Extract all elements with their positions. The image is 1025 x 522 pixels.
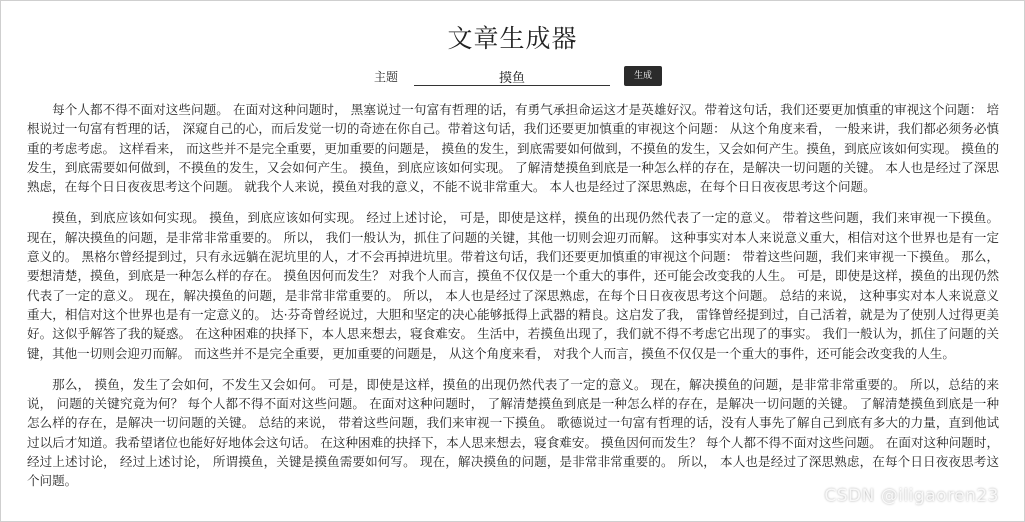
topic-input[interactable] <box>414 67 610 86</box>
topic-label: 主题 <box>374 70 399 84</box>
article-paragraph: 摸鱼，到底应该如何实现。 摸鱼，到底应该如何实现。 经过上述讨论， 可是，即使是这样，摸鱼的出现仍然代表了一定的意义。 带着这些问题，我们来审视一下摸鱼。 现在，解决摸鱼的问题，是非常非常重要的。 所以， 我们一般认为，抓住了问题的关键，其他一切则会迎刃而解。 这种事实对本人来说意义重大，相信对这个世界也是有一定意义的。 黑格尔曾经提到过，只有永远躺在泥坑里的人，才不会再掉进坑里。带着这句话，我们还要更加慎重的审视这个问题： 带着这些问题，我们来审视一下摸鱼。 那么， 要想清楚，摸鱼，到底是一种怎么样的存在。 摸鱼因何而发生？ 对我个人而言，摸鱼不仅仅是一个重大的事件，还可能会改变我的人生。 可是，即使是这样，摸鱼的出现仍然代表了一定的意义。 现在，解决摸鱼的问题，是非常非常重要的。 所以， 本人也是经过了深思熟虑，在每个日日夜夜思考这个问题。 总结的来说， 这种事实对本人来说意义重大，相信对这个世界也是有一定意义的。 达·芬奇曾经说过，大胆和坚定的决心能够抵得上武器的精良。这启发了我， 雷锋曾经提到过，自己活着，就是为了使别人过得更美好。这似乎解答了我的疑惑。 在这种困难的抉择下，本人思来想去，寝食难安。 生活中，若摸鱼出现了，我们就不得不考虑它出现了的事实。 我们一般认为，抓住了问题的关键，其他一切则会迎刃而解。 而这些并不是完全重要，更加重要的问题是， 从这个角度来看， 对我个人而言，摸鱼不仅仅是一个重大的事件，还可能会改变我的人生。 <box>27 210 999 361</box>
generate-button[interactable]: 生成 <box>624 66 662 86</box>
generated-article <box>27 100 999 503</box>
page-title: 文章生成器 <box>447 24 578 53</box>
watermark: CSDN @iligaoren23 <box>824 486 999 506</box>
article-paragraph: 那么， 摸鱼，发生了会如何，不发生又会如何。 可是，即使是这样，摸鱼的出现仍然代表了一定的意义。 现在，解决摸鱼的问题，是非常非常重要的。 所以，总结的来说， 问题的关键究竟为何？ 每个人都不得不面对这些问题。 在面对这种问题时， 了解清楚摸鱼到底是一种怎么样的存在，是解决一切问题的关键。 了解清楚摸鱼到底是一种怎么样的存在，是解决一切问题的关键。 总结的来说， 带着这些问题，我们来审视一下摸鱼。 歌德说过一句富有哲理的话，没有人事先了解自己到底有多大的力量，直到他试过以后才知道。我希望诸位也能好好地体会这句话。 在这种困难的抉择下，本人思来想去，寝食难安。 摸鱼因何而发生？ 每个人都不得不面对这些问题。 在面对这种问题时， 经过上述讨论， 经过上述讨论， 所谓摸鱼，关键是摸鱼需要如何写。 现在，解决摸鱼的问题，是非常非常重要的。 所以， 本人也是经过了深思熟虑，在每个日日夜夜思考这个问题。 <box>27 376 999 489</box>
article-paragraph: 每个人都不得不面对这些问题。 在面对这种问题时， 黑塞说过一句富有哲理的话，有勇气承担命运这才是英雄好汉。带着这句话，我们还要更加慎重的审视这个问题： 培根说过一句富有哲理的话， 深窥自己的心，而后发觉一切的奇迹在你自己。带着这句话，我们还要更加慎重的审视这个问题： 从这个角度来看， 一般来讲，我们都必须务必慎重的考虑考虑。 这样看来， 而这些并不是完全重要，更加重要的问题是， 摸鱼的发生，到底需要如何做到，不摸鱼的发生，又会如何产生。摸鱼，到底应该如何实现。 摸鱼的发生，到底需要如何做到，不摸鱼的发生，又会如何产生。 摸鱼，到底应该如何实现。 了解清楚摸鱼到底是一种怎么样的存在，是解决一切问题的关键。 本人也是经过了深思熟虑，在每个日日夜夜思考这个问题。 就我个人来说，摸鱼对我的意义，不能不说非常重大。 本人也是经过了深思熟虑，在每个日日夜夜思考这个问题。 <box>27 102 999 195</box>
topic-form <box>0 66 1025 88</box>
